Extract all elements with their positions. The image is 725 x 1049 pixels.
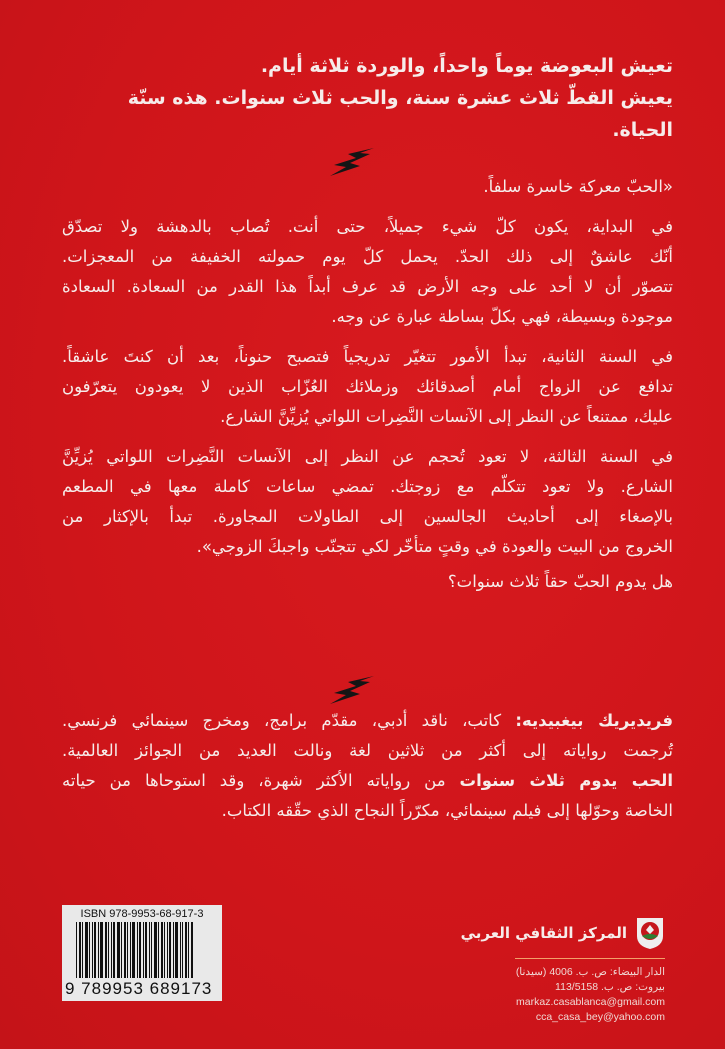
author-line-text: من رواياته الأكثر شهرة، وقد استوحاها من حياته bbox=[62, 771, 446, 790]
ean-number: 9 789953 689173 bbox=[65, 979, 213, 998]
headline bbox=[113, 50, 673, 146]
barcode-bar bbox=[149, 922, 150, 978]
barcode-bar bbox=[124, 922, 126, 978]
barcode-bar bbox=[180, 922, 181, 978]
excerpt-paragraph-1 bbox=[62, 172, 673, 332]
barcode-bar bbox=[130, 922, 131, 978]
barcode-bar bbox=[100, 922, 103, 978]
barcode-bar bbox=[82, 922, 83, 978]
barcode-bar bbox=[76, 922, 77, 978]
barcode-bar bbox=[132, 922, 135, 978]
publisher-name: المركز الثقافي العربي bbox=[460, 924, 627, 942]
headline-line: تعيش البعوضة يوماً واحداً، والوردة ثلاثة أيام. bbox=[260, 55, 673, 77]
barcode-bar bbox=[137, 922, 138, 978]
barcode-bar bbox=[167, 922, 168, 978]
barcode-bar bbox=[105, 922, 107, 978]
address-line: بيروت: ص. ب. 113/5158 bbox=[555, 981, 665, 993]
author-line: تُرجمت رواياته إلى أكثر من ثلاثين لغة ونالت العديد من الجوائز العالمية. bbox=[62, 741, 673, 760]
excerpt-line: في السنة الثالثة، لا تعود تُحجم عن النظر إلى الآنسات النَّضِرات اللواتي يُزيِّنَّ bbox=[62, 447, 673, 466]
barcode-bar bbox=[127, 922, 128, 978]
excerpt-paragraph-2 bbox=[62, 342, 673, 432]
barcode-bar bbox=[158, 922, 159, 978]
isbn-barcode bbox=[62, 905, 222, 1001]
barcode-bar bbox=[182, 922, 183, 978]
barcode-bar bbox=[154, 922, 157, 978]
barcode-bar bbox=[151, 922, 152, 978]
barcode-bar bbox=[191, 922, 193, 978]
excerpt-line: في السنة الثانية، تبدأ الأمور تتغيّر تدريجياً فتصبح حنوناً، بعد أن كنتَ عاشقاً. bbox=[62, 347, 673, 366]
excerpt-question bbox=[62, 567, 673, 597]
barcode-bar bbox=[92, 922, 93, 978]
barcode-bar bbox=[89, 922, 90, 978]
barcode-bar bbox=[121, 922, 122, 978]
isbn-number: ISBN 978-9953-68-917-3 bbox=[80, 908, 204, 920]
barcode-bar bbox=[111, 922, 112, 978]
lightning-bolt-icon bbox=[330, 676, 374, 704]
excerpt-line: «الحبّ معركة خاسرة سلفاً. bbox=[483, 177, 673, 196]
barcode-bar bbox=[161, 922, 163, 978]
barcode-bar bbox=[173, 922, 174, 978]
excerpt-line: الخروج من البيت والعودة في وقتٍ متأخّر لكي تتجنّب واجبكَ الزوجي». bbox=[196, 537, 673, 556]
barcode-bar bbox=[164, 922, 165, 978]
barcode-bar bbox=[188, 922, 189, 978]
barcode-bar bbox=[169, 922, 171, 978]
author-description: كاتب، ناقد أدبي، مقدّم برامج، ومخرج سينمائي فرنسي. bbox=[62, 711, 502, 730]
excerpt-line: بالإصغاء إلى أحاديث الجالسين إلى الطاولات المجاورة. تبدأ بالإكثار من bbox=[62, 507, 673, 526]
excerpt-line: أنّك عاشقٌ إلى ذلك الحدّ. يحمل كلّ يوم حمولته الخفيفة من المعجزات. bbox=[62, 247, 673, 266]
email: cca_casa_bey@yahoo.com bbox=[535, 1011, 665, 1023]
barcode-bar bbox=[94, 922, 96, 978]
excerpt-paragraph-3 bbox=[62, 442, 673, 562]
author-line: الخاصة وحوّلها إلى فيلم سينمائي، مكرّراً النجاح الذي حقّقه الكتاب. bbox=[221, 801, 673, 820]
barcode-bars bbox=[76, 922, 216, 978]
barcode-bar bbox=[85, 922, 88, 978]
publisher-address bbox=[445, 965, 665, 1025]
headline-line: يعيش القطّ ثلاث عشرة سنة، والحب ثلاث سنوات. هذه سنّة الحياة. bbox=[127, 87, 673, 141]
author-line bbox=[62, 706, 673, 736]
author-line bbox=[62, 766, 673, 796]
publisher-logo-icon bbox=[635, 916, 665, 950]
question-line: هل يدوم الحبّ حقاً ثلاث سنوات؟ bbox=[447, 572, 673, 591]
barcode-bar bbox=[145, 922, 147, 978]
excerpt-line: في البداية، يكون كلّ شيء جميلاً، حتى أنت. تُصاب بالدهشة ولا تصدّق bbox=[62, 217, 673, 236]
barcode-bar bbox=[108, 922, 109, 978]
author-bio bbox=[62, 706, 673, 826]
email: markaz.casablanca@gmail.com bbox=[516, 996, 665, 1008]
barcode-bar bbox=[185, 922, 187, 978]
publisher-block bbox=[445, 916, 665, 1025]
barcode-bar bbox=[113, 922, 115, 978]
barcode-bar bbox=[175, 922, 178, 978]
barcode-bar bbox=[117, 922, 120, 978]
excerpt-line: تدافع عن الزواج أمام أصدقائك وزملائك العُزّاب الذين لا يعودون يتعرّفون bbox=[62, 377, 673, 396]
excerpt-line: عليك، ممتنعاً عن النظر إلى الآنسات النَّضِرات اللواتي يُزيِّنَّ الشارع. bbox=[220, 407, 673, 426]
excerpt-line: موجودة وبسيطة، فهي بكلّ بساطة عبارة عن وجه. bbox=[331, 307, 673, 326]
author-name: فريديريك بيغبيديه: bbox=[515, 711, 673, 730]
excerpt-line: تتصوّر أن لا أحد على وجه الأرض قد عرف أبداً هذا القدر من السعادة. السعادة bbox=[62, 277, 673, 296]
barcode-bar bbox=[79, 922, 81, 978]
barcode-bar bbox=[98, 922, 99, 978]
barcode-bar bbox=[139, 922, 141, 978]
address-line: الدار البيضاء: ص. ب. 4006 (سيدنا) bbox=[515, 966, 665, 978]
book-title: الحب يدوم ثلاث سنوات bbox=[459, 771, 673, 790]
excerpt-line: الشارع. ولا تعود تتكلّم مع زوجتك. تمضي ساعات كاملة معها في المطعم bbox=[62, 477, 673, 496]
divider bbox=[515, 958, 665, 959]
barcode-bar bbox=[143, 922, 144, 978]
